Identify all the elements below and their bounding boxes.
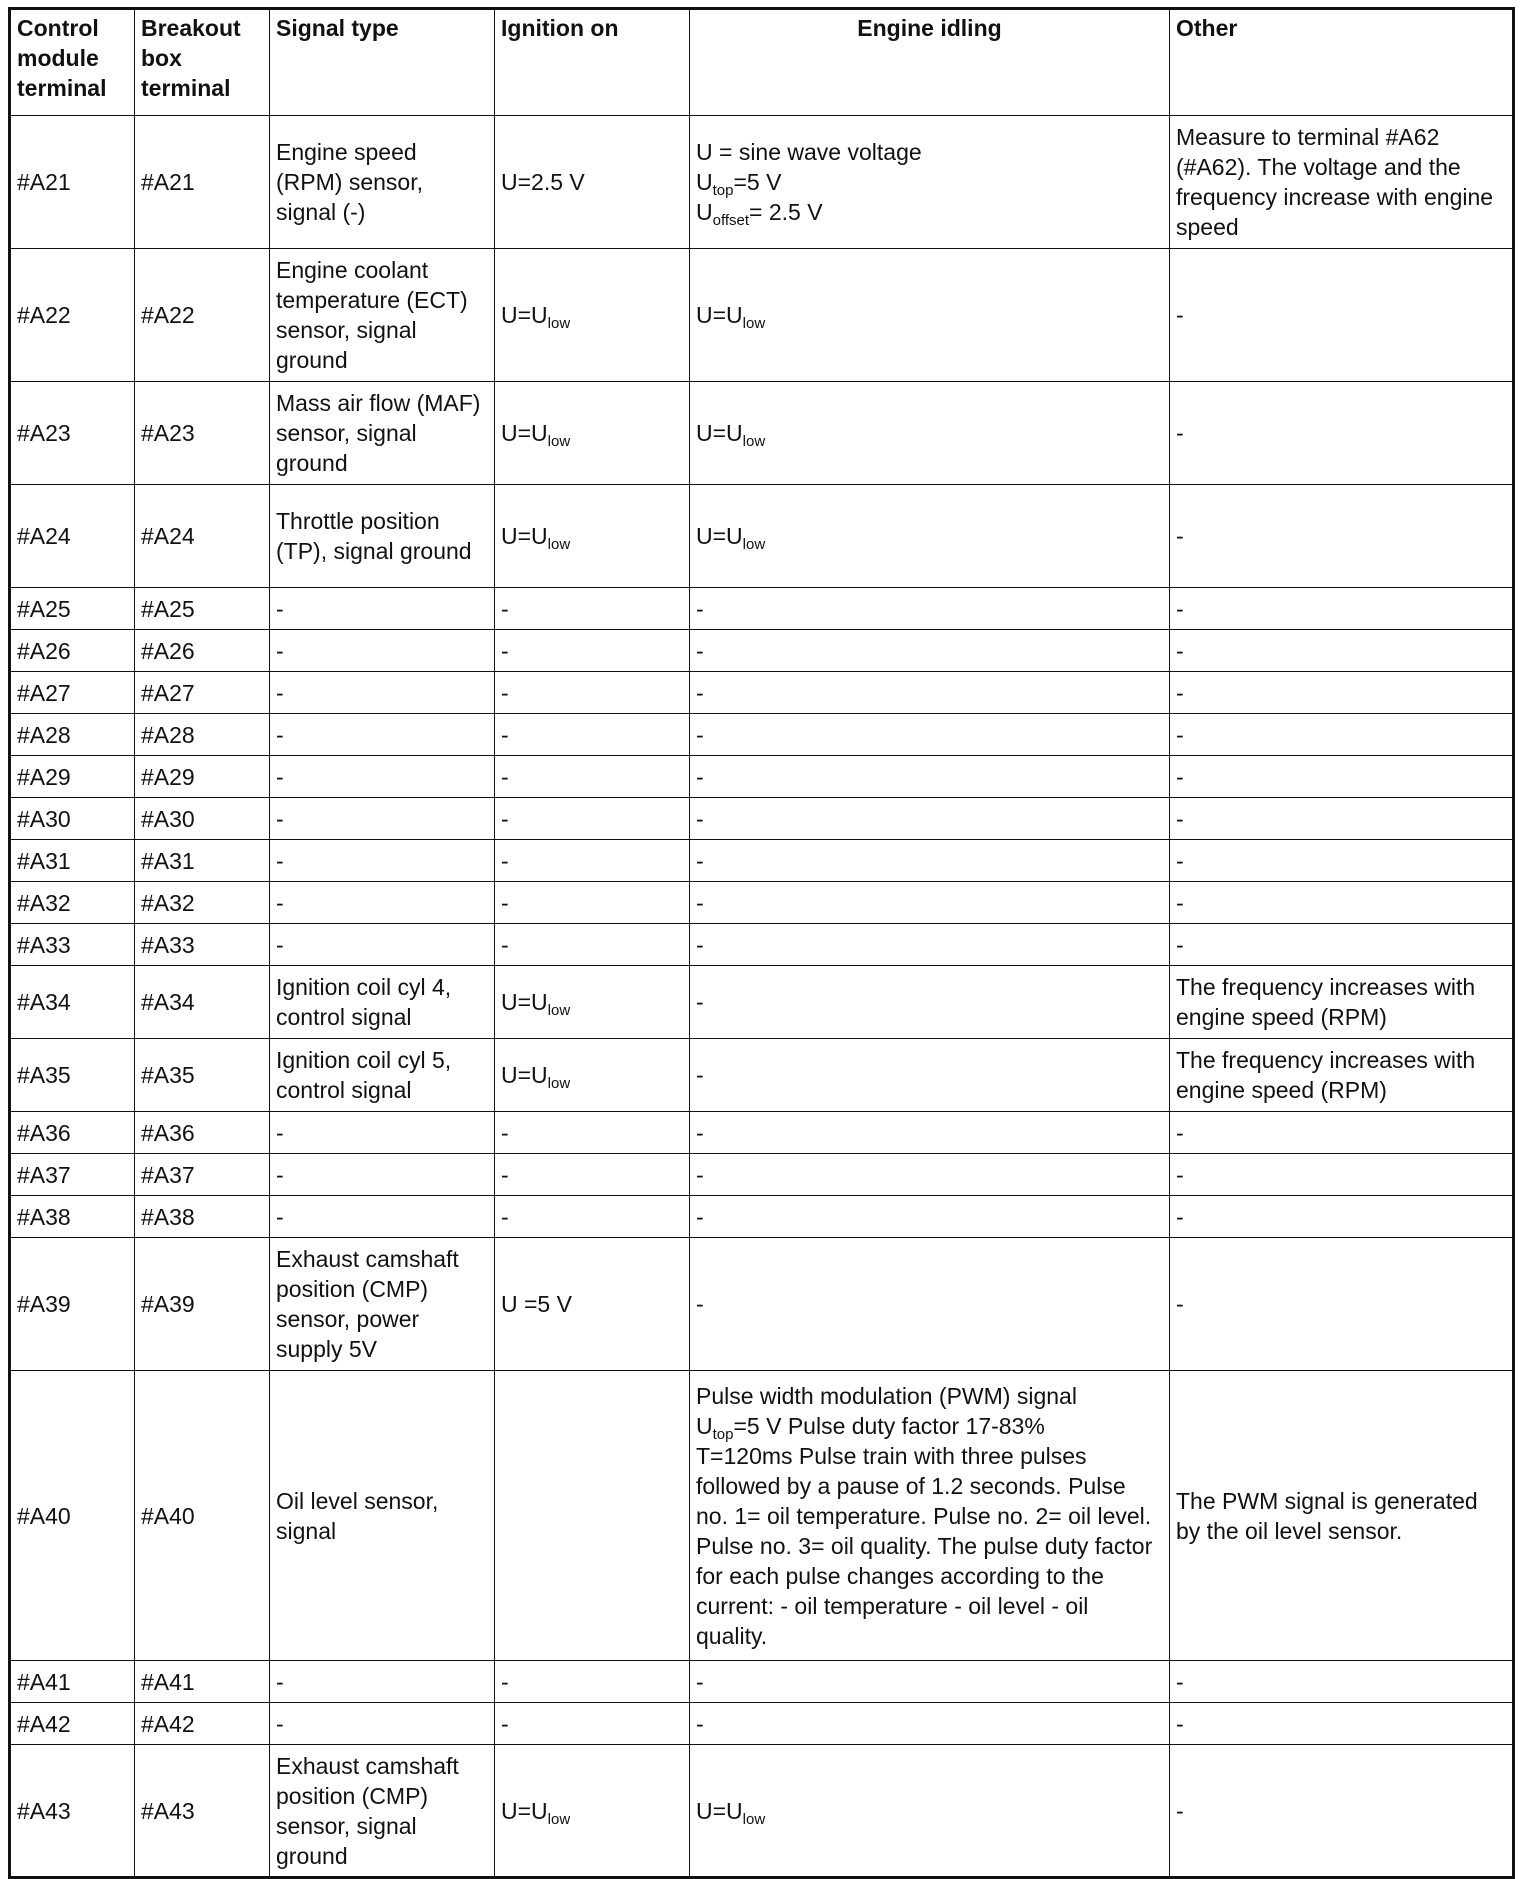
header-ignition-on: Ignition on [495, 9, 690, 116]
other: - [1170, 588, 1514, 630]
engine-idling: - [690, 840, 1170, 882]
signal-type: - [270, 882, 495, 924]
header-engine-idling: Engine idling [690, 9, 1170, 116]
other: - [1170, 1154, 1514, 1196]
u-expr: U=U [696, 523, 743, 549]
signal-type: - [270, 840, 495, 882]
ignition-on [495, 249, 690, 382]
cm-terminal: #A38 [10, 1196, 135, 1238]
header-breakout-box: Breakout box terminal [135, 9, 270, 116]
bb-terminal: #A32 [135, 882, 270, 924]
other: - [1170, 1238, 1514, 1371]
idle-value: = 2.5 V [749, 199, 823, 225]
signal-type: Engine coolant temperature (ECT) sensor, signal ground [270, 249, 495, 382]
table-row [10, 924, 1514, 966]
idle-value: =5 V [733, 169, 782, 195]
cm-terminal: #A41 [10, 1661, 135, 1703]
subscript: top [712, 182, 734, 199]
other: - [1170, 485, 1514, 588]
engine-idling: - [690, 588, 1170, 630]
header-row [10, 9, 1514, 116]
cm-terminal: #A37 [10, 1154, 135, 1196]
table-row [10, 840, 1514, 882]
other: - [1170, 714, 1514, 756]
engine-idling [690, 116, 1170, 249]
other: - [1170, 630, 1514, 672]
u-symbol: U [696, 199, 713, 225]
engine-idling: - [690, 672, 1170, 714]
table-row [10, 1661, 1514, 1703]
u-symbol: U [696, 1412, 713, 1439]
u-expr: U=U [501, 989, 548, 1015]
bb-terminal: #A41 [135, 1661, 270, 1703]
ignition-on [495, 382, 690, 485]
other: - [1170, 798, 1514, 840]
table-row [10, 588, 1514, 630]
cm-terminal: #A29 [10, 756, 135, 798]
cm-terminal: #A42 [10, 1703, 135, 1745]
signal-type: - [270, 588, 495, 630]
table-row [10, 485, 1514, 588]
ignition-on: - [495, 756, 690, 798]
idle-value: =5 V Pulse duty factor 17-83% [733, 1412, 1045, 1439]
table-row [10, 1238, 1514, 1371]
engine-idling: - [690, 1154, 1170, 1196]
engine-idling: - [690, 924, 1170, 966]
engine-idling: - [690, 966, 1170, 1039]
bb-terminal: #A24 [135, 485, 270, 588]
other: The frequency increases with engine speed (RPM) [1170, 1039, 1514, 1112]
table-row [10, 798, 1514, 840]
engine-idling: - [690, 1196, 1170, 1238]
signal-type: - [270, 1112, 495, 1154]
u-expr: U=U [696, 420, 743, 446]
engine-idling: - [690, 1703, 1170, 1745]
bb-terminal: #A30 [135, 798, 270, 840]
signal-type: - [270, 1196, 495, 1238]
cm-terminal: #A33 [10, 924, 135, 966]
ignition-on: - [495, 1112, 690, 1154]
idle-line [696, 1411, 1163, 1441]
engine-idling [690, 485, 1170, 588]
engine-idling: - [690, 1661, 1170, 1703]
ignition-on [495, 1371, 690, 1661]
terminal-table [8, 7, 1515, 1879]
cm-terminal: #A35 [10, 1039, 135, 1112]
bb-terminal: #A36 [135, 1112, 270, 1154]
other: Measure to terminal #A62 (#A62). The voltage and the frequency increase with engine speed [1170, 116, 1514, 249]
bb-terminal: #A27 [135, 672, 270, 714]
signal-type: Mass air flow (MAF) sensor, signal ground [270, 382, 495, 485]
cm-terminal: #A31 [10, 840, 135, 882]
u-expr: U=U [501, 523, 548, 549]
ignition-on: U =5 V [495, 1238, 690, 1371]
subscript: offset [712, 212, 750, 229]
bb-terminal: #A40 [135, 1371, 270, 1661]
subscript: low [742, 536, 766, 553]
other: - [1170, 1703, 1514, 1745]
ignition-on: - [495, 882, 690, 924]
cm-terminal: #A27 [10, 672, 135, 714]
bb-terminal: #A21 [135, 116, 270, 249]
engine-idling [690, 1371, 1170, 1661]
cm-terminal: #A21 [10, 116, 135, 249]
idle-line: Pulse width modulation (PWM) signal [696, 1382, 1077, 1409]
ignition-on: - [495, 840, 690, 882]
table-row [10, 1703, 1514, 1745]
engine-idling: - [690, 756, 1170, 798]
table-row [10, 249, 1514, 382]
signal-type: Exhaust camshaft position (CMP) sensor, signal ground [270, 1745, 495, 1878]
subscript: low [742, 433, 766, 450]
idle-line: U = sine wave voltage [696, 139, 922, 165]
other: - [1170, 924, 1514, 966]
bb-terminal: #A38 [135, 1196, 270, 1238]
bb-terminal: #A33 [135, 924, 270, 966]
cm-terminal: #A34 [10, 966, 135, 1039]
engine-idling: - [690, 1112, 1170, 1154]
subscript: low [742, 1810, 766, 1828]
bb-terminal: #A34 [135, 966, 270, 1039]
engine-idling [690, 382, 1170, 485]
engine-idling [690, 249, 1170, 382]
ignition-on: U=2.5 V [495, 116, 690, 249]
bb-terminal: #A29 [135, 756, 270, 798]
table-row [10, 1371, 1514, 1661]
engine-idling: - [690, 630, 1170, 672]
idle-line [696, 167, 1163, 197]
ignition-on: - [495, 1703, 690, 1745]
u-expr: U=U [696, 302, 743, 328]
signal-type: - [270, 630, 495, 672]
subscript: top [712, 1425, 734, 1443]
u-expr: U=U [501, 420, 548, 446]
ignition-on [495, 1039, 690, 1112]
signal-type: Throttle position (TP), signal ground [270, 485, 495, 588]
subscript: low [547, 315, 571, 332]
other: - [1170, 672, 1514, 714]
cm-terminal: #A30 [10, 798, 135, 840]
table-row [10, 882, 1514, 924]
engine-idling: - [690, 1039, 1170, 1112]
u-expr: U=U [501, 302, 548, 328]
table-row [10, 756, 1514, 798]
engine-idling [690, 1745, 1170, 1878]
cm-terminal: #A40 [10, 1371, 135, 1661]
cm-terminal: #A23 [10, 382, 135, 485]
cm-terminal: #A22 [10, 249, 135, 382]
ignition-on [495, 966, 690, 1039]
other: - [1170, 1745, 1514, 1878]
other: - [1170, 249, 1514, 382]
bb-terminal: #A25 [135, 588, 270, 630]
cm-terminal: #A36 [10, 1112, 135, 1154]
subscript: low [547, 1810, 571, 1828]
subscript: low [547, 536, 571, 553]
ignition-on: - [495, 1661, 690, 1703]
ignition-on [495, 485, 690, 588]
signal-type: Ignition coil cyl 4, control signal [270, 966, 495, 1039]
signal-type: Ignition coil cyl 5, control signal [270, 1039, 495, 1112]
signal-type: Exhaust camshaft position (CMP) sensor, power supply 5V [270, 1238, 495, 1371]
engine-idling: - [690, 882, 1170, 924]
ignition-on [495, 1745, 690, 1878]
signal-type: - [270, 924, 495, 966]
signal-type: - [270, 1661, 495, 1703]
signal-type: - [270, 756, 495, 798]
bb-terminal: #A39 [135, 1238, 270, 1371]
cm-terminal: #A26 [10, 630, 135, 672]
signal-type: Oil level sensor, signal [270, 1371, 495, 1661]
header-control-module: Control module terminal [10, 9, 135, 116]
ignition-on: - [495, 588, 690, 630]
u-expr: U=U [501, 1062, 548, 1088]
table-row [10, 630, 1514, 672]
u-expr: U=U [696, 1797, 743, 1824]
ignition-on: - [495, 924, 690, 966]
header-signal-type: Signal type [270, 9, 495, 116]
header-other: Other [1170, 9, 1514, 116]
bb-terminal: #A26 [135, 630, 270, 672]
table-row [10, 1196, 1514, 1238]
cm-terminal: #A24 [10, 485, 135, 588]
subscript: low [547, 1002, 571, 1019]
table-row [10, 1745, 1514, 1878]
cm-terminal: #A25 [10, 588, 135, 630]
other: - [1170, 382, 1514, 485]
signal-type: - [270, 714, 495, 756]
bb-terminal: #A31 [135, 840, 270, 882]
ignition-on: - [495, 1154, 690, 1196]
u-expr: U=U [501, 1797, 548, 1824]
table-row [10, 672, 1514, 714]
u-symbol: U [696, 169, 713, 195]
bb-terminal: #A37 [135, 1154, 270, 1196]
other: - [1170, 756, 1514, 798]
cm-terminal: #A39 [10, 1238, 135, 1371]
subscript: low [547, 433, 571, 450]
other: The frequency increases with engine speed (RPM) [1170, 966, 1514, 1039]
table-row [10, 382, 1514, 485]
bb-terminal: #A42 [135, 1703, 270, 1745]
other: - [1170, 840, 1514, 882]
table-row [10, 1154, 1514, 1196]
ignition-on: - [495, 714, 690, 756]
cm-terminal: #A32 [10, 882, 135, 924]
bb-terminal: #A43 [135, 1745, 270, 1878]
bb-terminal: #A28 [135, 714, 270, 756]
engine-idling: - [690, 798, 1170, 840]
table-row [10, 714, 1514, 756]
idle-line [696, 197, 1163, 227]
subscript: low [547, 1075, 571, 1092]
cm-terminal: #A43 [10, 1745, 135, 1878]
other: - [1170, 882, 1514, 924]
signal-type: - [270, 1703, 495, 1745]
table-row [10, 1112, 1514, 1154]
signal-type: - [270, 672, 495, 714]
table-row [10, 1039, 1514, 1112]
bb-terminal: #A22 [135, 249, 270, 382]
bb-terminal: #A23 [135, 382, 270, 485]
other: - [1170, 1661, 1514, 1703]
ignition-on: - [495, 630, 690, 672]
signal-type: - [270, 798, 495, 840]
table-row [10, 966, 1514, 1039]
other: - [1170, 1112, 1514, 1154]
cm-terminal: #A28 [10, 714, 135, 756]
other: The PWM signal is generated by the oil level sensor. [1170, 1371, 1514, 1661]
subscript: low [742, 315, 766, 332]
ignition-on: - [495, 672, 690, 714]
engine-idling: - [690, 714, 1170, 756]
engine-idling: - [690, 1238, 1170, 1371]
bb-terminal: #A35 [135, 1039, 270, 1112]
signal-type: - [270, 1154, 495, 1196]
table-row [10, 116, 1514, 249]
other: - [1170, 1196, 1514, 1238]
signal-type: Engine speed (RPM) sensor, signal (-) [270, 116, 495, 249]
idle-line: T=120ms Pulse train with three pulses followed by a pause of 1.2 seconds. Pulse no. 1= oil temperature. Pulse no. 2= oil level. Pulse no. 3= oil quality. The pulse duty factor for each pulse changes according to the current: - oil temperature - oil level - oil quality. [696, 1442, 1153, 1649]
ignition-on: - [495, 798, 690, 840]
ignition-on: - [495, 1196, 690, 1238]
